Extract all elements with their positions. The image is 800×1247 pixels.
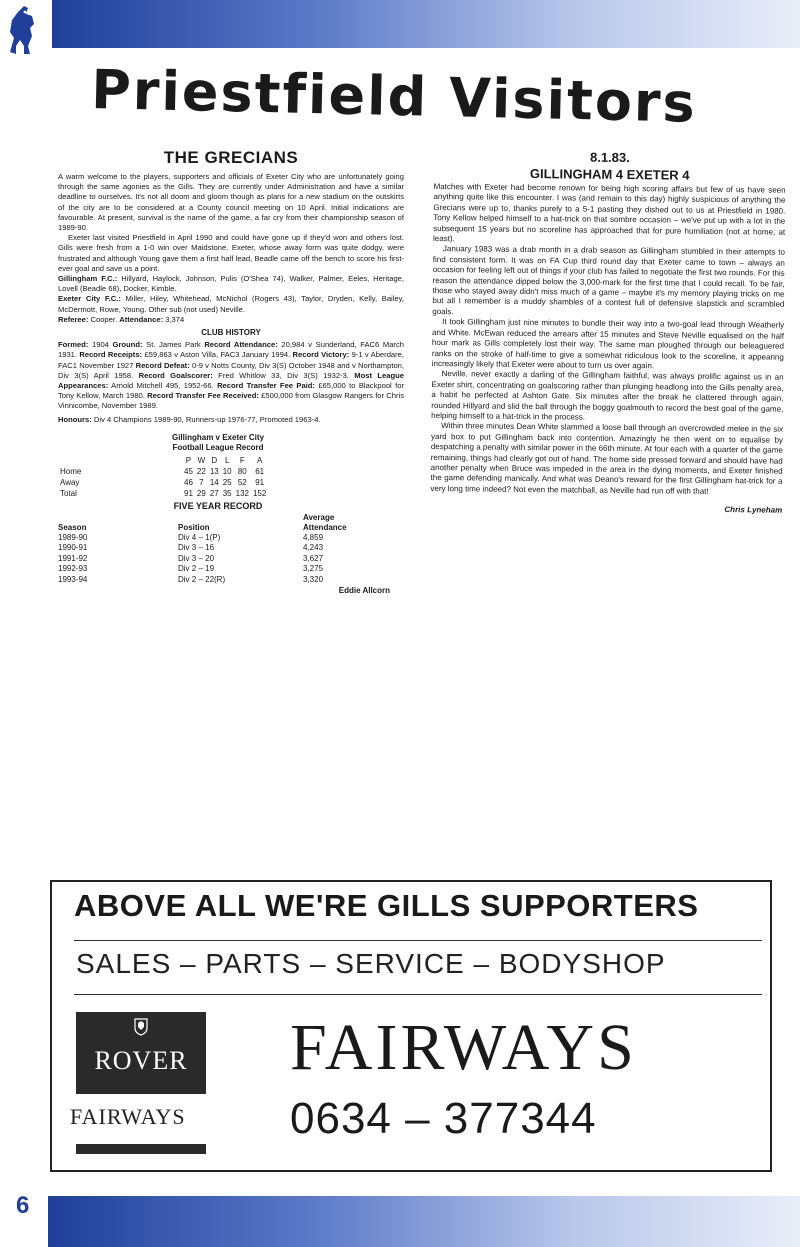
table-row: 1993-94 Div 2 – 22(R) 3,320: [58, 574, 324, 584]
five-header-row-2: [58, 523, 347, 533]
left-article: [58, 172, 404, 425]
page-number: 6: [16, 1192, 30, 1219]
dealer-phone: 0634 – 377344: [290, 1094, 597, 1143]
page-title: Priestfield Visitors: [90, 58, 698, 135]
match-date: 8.1.83.: [589, 149, 630, 166]
fairways-advert: [50, 880, 772, 1172]
league-record-table: [58, 455, 268, 499]
table-row: 1992-93 Div 2 – 19 3,275: [58, 564, 324, 574]
right-article: [430, 182, 785, 498]
dealer-name: FAIRWAYS: [290, 1011, 637, 1084]
rover-wordmark: ROVER: [94, 1046, 188, 1075]
col-header: L: [224, 455, 230, 465]
right-signature: Chris Lyneham: [724, 505, 783, 515]
record-title-1: Gillingham v Exeter City: [171, 432, 265, 442]
club-history-title: CLUB HISTORY: [201, 328, 261, 338]
table-row: 1990-91 Div 3 – 16 4,243: [58, 543, 324, 553]
exeter-lineup: Exeter City F.C.: Miller, Hiley, Whitehead, McNichol (Rogers 43), Taylor, Dryden, Kelly, Bailey, McDermott, Rowe, Young. Other sub (not used) Neville.: [58, 294, 404, 314]
average-header: Average: [303, 512, 335, 522]
rover-logo: [76, 1012, 206, 1094]
left-signature: Eddie Allcorn: [338, 586, 390, 596]
club-history-text: Formed: 1904 Ground: St. James Park Record Attendance: 20,984 v Sunderland, FAC6 March 1931. Record Receipts: £59,863 v Aston Villa, FAC3 January 1994. Record Victory: 9-1 v Aberdare, FAC1 November 1927 Record Defeat: 0-9 v Notts County, Div 3(S) October 1948 and v Northampton, Div 3(S) April 1958. Record Goalscorer: Fred Whitlow 33, Div 3(S) 1932-3. Most League Appearances: Arnold Mitchell 495, 1952-66. Record Transfer Fee Paid: £65,000 to Blackpool for Tony Kellow, March 1980. Record Transfer Fee Received: £500,000 from Glasgow Rangers for Chris Vinnicombe, November 1989.: [58, 340, 405, 411]
gills-horse-logo-icon: [2, 2, 42, 58]
rover-shield-icon: [134, 1018, 148, 1036]
last-visit-paragraph: Exeter last visited Priestfield in April 1990 and could have gone up if they'd won and others lost. Gills were fresh from a 1-0 win over Maidstone. Exeter, whose away form was quite dodgy, were frustrated and although Young gave them a first half lead, Beadle came off the bench to score his first-ever goal and save us a point.: [58, 233, 404, 273]
col-header: A: [256, 455, 263, 465]
rover-bar: [76, 1144, 206, 1154]
record-header-row: [58, 455, 268, 466]
article-paragraph: Within three minutes Dean White slammed a loose ball through an overcrowded melee in the six yard box to put Gillingham back into contention. Amazingly he then went on to equalise by despatching a penalty with similar power in the 66th minute. At four each with a quarter of the game remaining, things had clearly got out of hand. The home side pressed forward and should have had another penalty when Bruce was impeded in the area in the dying moments, and Exeter finished the game defending manically. And what was Deano's reward for the first Gillingham hat-trick for a very long time indeed? Not even the matchball, as Neville had run off with that!: [430, 421, 784, 496]
five-header-row: [58, 513, 347, 523]
top-header-band: [52, 0, 800, 48]
article-paragraph: Neville, never exactly a darling of the Gillingham faithful, was always prolific against us in an Exeter shirt, concentrating on goalscoring rather than plunging headlong into the Gills penalty area, a habit he perfected at Ashton Gate. Six minutes after the break he clattered through again, rounded Hillyard and slid the ball through the boggy goalmouth to record the best goal of the game, helping himself to a hat-trick in the process.: [431, 369, 784, 422]
honours-line: Honours: Div 4 Champions 1989-90, Runners-up 1976-77, Promoted 1963-4.: [58, 414, 321, 424]
left-column: [58, 148, 404, 595]
table-row: 1989-90 Div 4 – 1(P) 4,859: [58, 532, 324, 542]
advert-services: SALES – PARTS – SERVICE – BODYSHOP: [76, 948, 666, 979]
referee-line: Referee: Cooper. Attendance: 3,374: [58, 314, 185, 324]
table-row: 1991-92 Div 3 – 20 3,627: [58, 553, 324, 563]
attendance-header: Attendance: [303, 522, 347, 532]
col-header: P: [185, 455, 192, 465]
article-paragraph: Matches with Exeter had become renown for being high scoring affairs but few of us have seen anything quite like this encounter. I was (and remain to this day) highly suspicious of anything the Grecians were up to, thanks purely to a 5-1 pasting they dished out to us at Priestfield in 1980. Tony Kellow helped himself to a hat-trick on that sombre occasion – we've put up with a lot in the subsequent 15 years but no scoreline has approached that for pure humiliation (not at home, at least).: [433, 181, 786, 244]
intro-paragraph: A warm welcome to the players, supporters and officials of Exeter City who are unfortunately going through the same agonies as the Gills. They are currently under Administration and have a similar deadline to ourselves. It's not all doom and gloom though as plans for a new stadium on the outskirts of the city are to be considered at a County council meeting on 10 April. Initial indications are favourable. At present, survival is the name of the game, a far cry from their championship season of 1989-90.: [58, 172, 404, 233]
table-row: Total 91 29 27 35 132 152: [60, 488, 267, 498]
match-heading: GILLINGHAM 4 EXETER 4: [529, 166, 690, 183]
table-row: Away 46 7 14 25 52 91: [60, 477, 265, 487]
record-title-2: Football League Record: [172, 442, 264, 452]
advert-divider: [74, 940, 762, 941]
gills-lineup: Gillingham F.C.: Hillyard, Haylock, Johnson, Pulis (O'Shea 74), Walker, Palmer, Eeles, Heritage, Lovell (Beadle 68), Docker, Kimble.: [58, 274, 404, 294]
position-header: Position: [178, 522, 210, 532]
advert-headline: ABOVE ALL WE'RE GILLS SUPPORTERS: [74, 888, 699, 923]
table-row: Home 45 22 13 10 80 61: [60, 466, 265, 476]
bottom-footer-band: [48, 1196, 800, 1247]
season-header: Season: [58, 522, 87, 532]
five-year-title: FIVE YEAR RECORD: [173, 500, 263, 511]
col-header: D: [211, 455, 218, 465]
grecians-heading: THE GRECIANS: [163, 148, 299, 167]
col-header: W: [197, 455, 206, 465]
right-column: [430, 148, 786, 515]
article-paragraph: January 1983 was a drab month in a drab season as Gillingham stumbled in their attempts to find consistent form. It was on FA Cup third round day that Exeter came to town – always an occasion for feeling left out of things if your club has failed to negotiate the first two rounds. For this reason the attendance dipped below the 3,000-mark for the first time that I could recall. To be fair, those who stayed away didn't miss much of a game – maybe it's my memory playing tricks on me but all I remember is a muddy shambles of a contest full of defensive slapstick and scrambled goals.: [432, 244, 785, 317]
rover-dealer-name: FAIRWAYS: [70, 1104, 186, 1129]
five-year-table: [58, 513, 347, 586]
advert-divider: [74, 994, 762, 995]
col-header: F: [239, 455, 245, 465]
article-paragraph: It took Gillingham just nine minutes to bundle their way into a two-goal lead through Weatherly and White. McEwan reduced the arrears after 15 minutes and Steve Neville equalised on the half hour mark as Gills completely lost their way. The same man ploughed through our beleaguered ranks on the stroke of half-time to give a somewhat ridiculous look to the scoreline, it appearing increasingly likely that Exeter were about to turn us over again.: [431, 317, 785, 371]
